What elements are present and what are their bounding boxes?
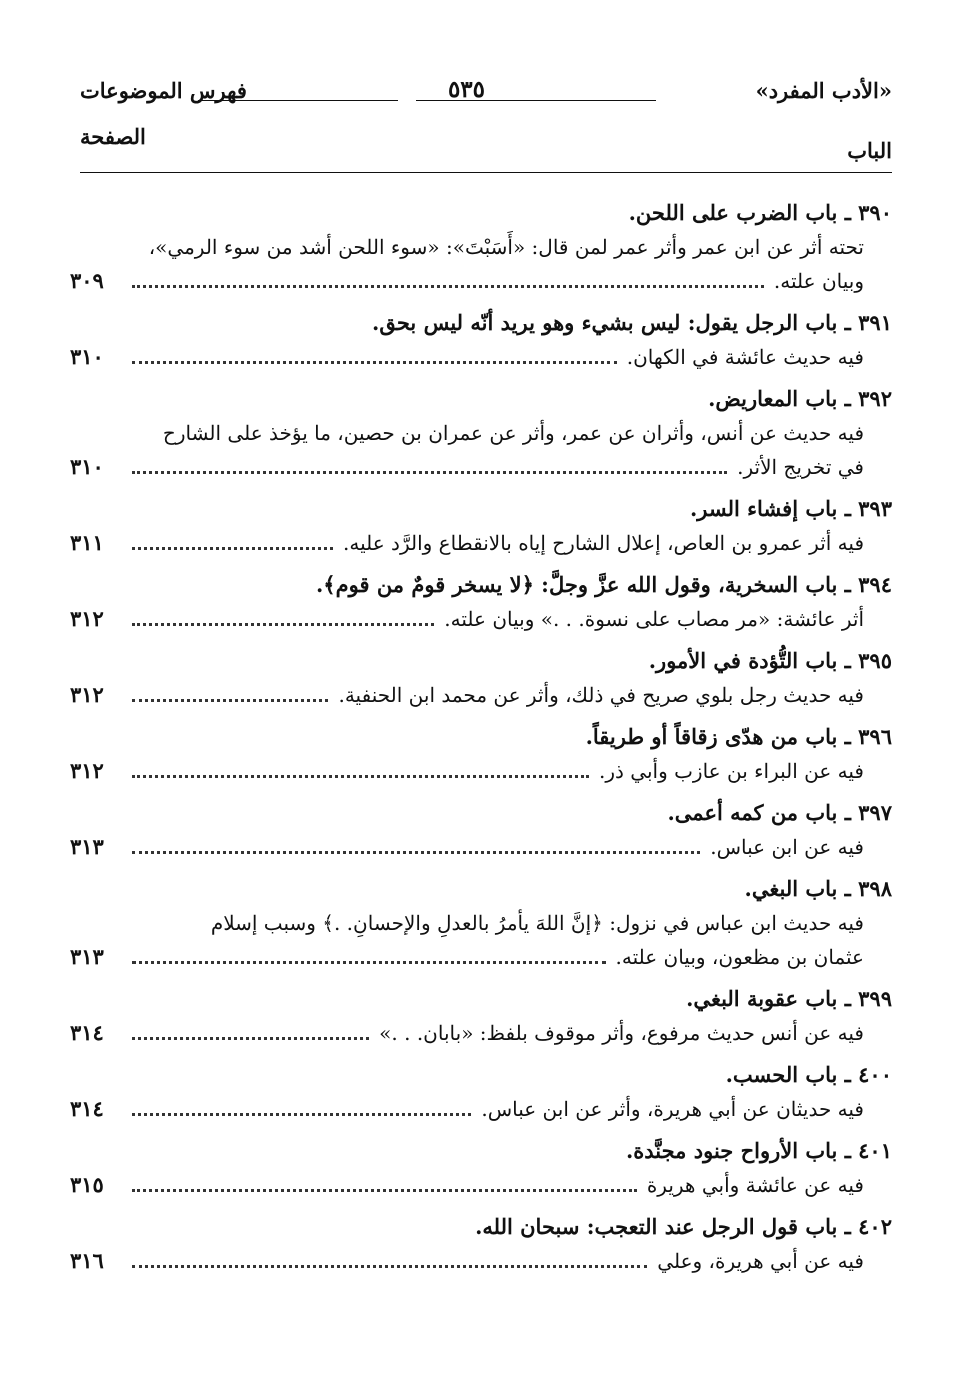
index-entry — [70, 1058, 892, 1126]
index-entries — [70, 196, 892, 1286]
leader-line — [70, 1016, 864, 1050]
entry-page-number: ٣١٣ — [70, 944, 104, 969]
entry-title: ٣٩٠ ـ باب الضرب على اللحن. — [628, 200, 892, 225]
entry-title: ٣٩٧ ـ باب من كمه أعمى. — [667, 800, 892, 825]
index-entry — [70, 568, 892, 636]
entry-description — [70, 1168, 892, 1202]
entry-title: ٣٩١ ـ باب الرجل يقول: ليس بشيء وهو يريد أنّه ليس بحق. — [372, 310, 892, 335]
dot-leader — [132, 527, 333, 550]
dot-leader — [132, 1169, 637, 1192]
running-head — [80, 78, 892, 112]
description-line: فيه عن البراء بن عازب وأبي ذر. — [599, 759, 864, 783]
entry-page-number: ٣٠٩ — [70, 268, 104, 293]
description-line: فيه حديث رجل بلوي صريح في ذلك، وأثر عن محمد ابن الحنفية. — [338, 683, 864, 707]
dot-leader — [132, 755, 589, 778]
leader-line — [70, 940, 864, 974]
entry-description — [70, 602, 892, 636]
entry-description — [70, 906, 892, 974]
page-number: ٥٣٥ — [447, 76, 485, 103]
entry-title: ٣٩٩ ـ باب عقوبة البغي. — [686, 986, 892, 1011]
description-line: في تخريج الأثر. — [737, 455, 864, 479]
leader-line — [70, 602, 864, 636]
description-line: فيه عن عائشة وأبي هريرة — [646, 1173, 864, 1197]
entry-title: ٣٩٥ ـ باب التُّؤدة في الأمور. — [648, 648, 892, 673]
entry-page-number: ٣١٥ — [70, 1172, 104, 1197]
description-line: فيه حديث ابن عباس في نزول: ﴿إنَّ اللهَ يأمرُ بالعدلِ والإحسانِ. .﴾ وسبب إسلام — [210, 911, 864, 935]
chapter-column-header: الباب — [847, 138, 892, 163]
entry-description — [70, 416, 892, 484]
dot-leader — [132, 1093, 471, 1116]
index-entry — [70, 1210, 892, 1278]
entry-description — [70, 1244, 892, 1278]
leader-line — [70, 1168, 864, 1202]
index-entry — [70, 196, 892, 298]
index-entry — [70, 872, 892, 974]
index-entry — [70, 492, 892, 560]
index-entry — [70, 720, 892, 788]
leader-line — [70, 754, 864, 788]
index-title: فهرس الموضوعات — [80, 78, 247, 103]
leader-line — [70, 264, 864, 298]
entry-description — [70, 230, 892, 298]
entry-title: ٤٠٢ ـ باب قول الرجل عند التعجب: سبحان الله. — [475, 1214, 892, 1239]
description-line: فيه حديث عن أنس، وأثران عن عمر، وأثر عن عمران بن حصين، ما يؤخذ على الشارح — [162, 421, 864, 445]
dot-leader — [132, 265, 764, 288]
leader-line — [70, 1244, 864, 1278]
description-line: فيه حديثان عن أبي هريرة، وأثر عن ابن عباس. — [481, 1097, 864, 1121]
description-line: أثر عائشة: «مر مصاب على نسوة. . .» وبيان علته. — [444, 607, 864, 631]
leader-line — [70, 678, 864, 712]
index-entry — [70, 982, 892, 1050]
entry-title: ٤٠١ ـ باب الأرواح جنود مجنَّدة. — [625, 1138, 892, 1163]
description-line: فيه أثر عمرو بن العاص، إعلال الشارح إياه بالانقطاع والرَّد عليه. — [343, 531, 864, 555]
entry-title: ٤٠٠ ـ باب الحسب. — [725, 1062, 892, 1087]
book-title: «الأدب المفرد» — [755, 78, 892, 103]
entry-description — [70, 678, 892, 712]
dot-leader — [132, 831, 700, 854]
entry-page-number: ٣١٤ — [70, 1096, 104, 1121]
description-line: فيه عن أبي هريرة، وعلي — [657, 1249, 864, 1273]
entry-description — [70, 754, 892, 788]
dot-leader — [132, 603, 434, 626]
index-entry — [70, 382, 892, 484]
index-entry — [70, 306, 892, 374]
entry-description — [70, 526, 892, 560]
dot-leader — [132, 451, 727, 474]
dot-leader — [132, 1245, 647, 1268]
leader-line — [70, 340, 864, 374]
entry-title: ٣٩٤ ـ باب السخرية، وقول الله عزَّ وجلَّ: ﴿لا يسخر قومٌ من قوم﴾. — [316, 572, 892, 597]
entry-page-number: ٣١٢ — [70, 606, 104, 631]
entry-page-number: ٣١٠ — [70, 454, 104, 479]
entry-page-number: ٣١٣ — [70, 834, 104, 859]
leader-line — [70, 830, 864, 864]
entry-page-number: ٣١٠ — [70, 344, 104, 369]
entry-description — [70, 830, 892, 864]
entry-title: ٣٩٦ ـ باب من هدّى زقاقاً أو طريقاً. — [585, 724, 892, 749]
entry-title: ٣٩٣ ـ باب إفشاء السر. — [690, 496, 892, 521]
description-line: فيه عن ابن عباس. — [710, 835, 864, 859]
entry-page-number: ٣١٢ — [70, 682, 104, 707]
description-line: فيه عن أنس حديث مرفوع، وأثر موقوف بلفظ: «بابان. . .» — [379, 1021, 864, 1045]
entry-description — [70, 340, 892, 374]
description-line: وبيان علته. — [773, 269, 864, 293]
entry-page-number: ٣١٦ — [70, 1248, 104, 1273]
index-entry — [70, 796, 892, 864]
entry-title: ٣٩٨ ـ باب البغي. — [744, 876, 892, 901]
description-line: تحته أثر عن ابن عمر وأثر عمر لمن قال: «أَسَبْتَ»: «سوء اللحن أشد من سوء الرمي»، — [148, 235, 864, 259]
entry-page-number: ٣١١ — [70, 530, 104, 555]
dot-leader — [132, 679, 328, 702]
dot-leader — [132, 341, 617, 364]
leader-line — [70, 450, 864, 484]
index-entry — [70, 1134, 892, 1202]
index-entry — [70, 644, 892, 712]
page-column-header: الصفحة — [80, 124, 146, 149]
dot-leader — [132, 1017, 369, 1040]
entry-page-number: ٣١٢ — [70, 758, 104, 783]
leader-line — [70, 1092, 864, 1126]
entry-title: ٣٩٢ ـ باب المعاريض. — [708, 386, 892, 411]
entry-description — [70, 1016, 892, 1050]
description-line: فيه حديث عائشة في الكهان. — [626, 345, 864, 369]
entry-description — [70, 1092, 892, 1126]
leader-line — [70, 526, 864, 560]
description-line: عثمان بن مظعون، وبيان علته. — [615, 945, 864, 969]
dot-leader — [132, 941, 606, 964]
column-headers — [80, 124, 892, 173]
entry-page-number: ٣١٤ — [70, 1020, 104, 1045]
